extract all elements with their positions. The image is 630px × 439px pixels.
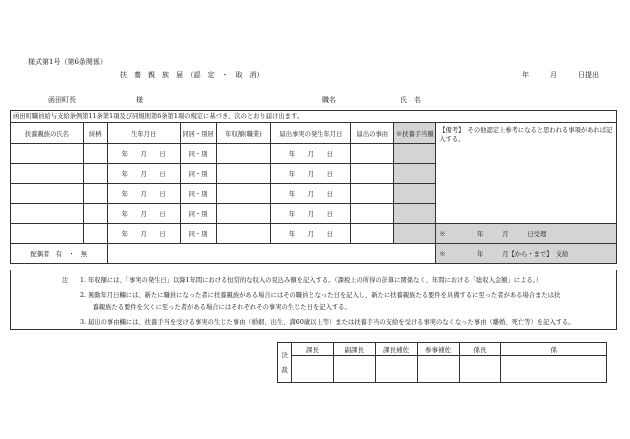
approval-col-subsection-chief: 係長 [459,343,501,356]
event-date-cell[interactable]: 年 月 日 [271,204,351,224]
honorific: 様 [136,96,143,104]
birthdate-cell[interactable]: 年 月 日 [107,164,180,184]
event-date-cell[interactable]: 年 月 日 [271,164,351,184]
birthdate-cell[interactable]: 年 月 日 [107,184,180,204]
approval-col-deputy-chief: 副課長 [333,343,375,356]
approval-col-assistant-chief: 課長補佐 [375,343,417,356]
col-cohabitation: 同居・別居 [180,123,216,144]
dependents-table [10,122,617,264]
spouse-status[interactable]: 配偶者 有 ・ 無 [11,244,108,264]
cohab-cell[interactable]: 同・別 [180,204,216,224]
event-date-cell[interactable]: 年 月 日 [271,184,351,204]
col-allowance: ※扶養手当額 [394,123,436,144]
event-date-cell[interactable]: 年 月 日 [271,224,351,244]
event-date-cell[interactable]: 年 月 日 [271,144,351,164]
form-title: 扶 養 親 族 届 （認 定 ・ 取 消） [120,71,264,79]
approval-label: 決 裁 [278,343,292,383]
col-birthdate: 生年月日 [107,123,180,144]
stamp-cell[interactable] [459,356,501,383]
name-label: 氏 名 [400,96,421,104]
birthdate-cell[interactable]: 年 月 日 [107,224,180,244]
note-1: 1. 年収額には、「事実の発生日」以降1年間における恒常的な収入の見込み額を記入する。（課税上の所得の計算に関係なく、年間における「総収入金額」による。） [80,277,543,284]
stamp-cell[interactable] [417,356,459,383]
col-relation: 続柄 [83,123,107,144]
col-event-date: 届出事実の発生年月日 [271,123,351,144]
stamp-cell[interactable] [291,356,333,383]
stamp-cell[interactable] [333,356,375,383]
form-number: 様式第1号（第6条関係） [28,58,107,66]
col-reason: 届出の事由 [351,123,394,144]
birthdate-cell[interactable]: 年 月 日 [107,204,180,224]
submission-date: 年 月 日提出 [522,71,599,79]
birthdate-cell[interactable]: 年 月 日 [107,144,180,164]
received-date[interactable]: ※ 年 月 日受理 [436,224,617,244]
payment-period[interactable]: ※ 年 月【から・まで】 支給 [436,244,617,264]
note-2-cont: 養親族たる要件を欠くに至った者がある場合にはそれぞれその事実の生じた日を記入する。 [80,304,351,311]
cohab-cell[interactable]: 同・別 [180,164,216,184]
col-name: 扶養親族の氏名 [11,123,84,144]
approval-col-section-chief: 課長 [291,343,333,356]
approval-box [277,342,607,383]
table-row [11,224,617,244]
approval-col-councilor-assistant: 参事補佐 [417,343,459,356]
remarks-cell: 【備考】 その他認定上参考になると思われる事項があれば記入する。 [436,123,617,224]
cohab-cell[interactable]: 同・別 [180,144,216,164]
approval-col-staff: 係 [501,343,607,356]
notes-label: 注 [62,277,69,284]
position-label: 職名 [322,96,336,104]
note-2: 2. 異動年月日欄には、新たに職員になった者に扶養親族がある場合にはその職員となった日を記入し、新たに扶養親族たる要件を具備するに至った者がある場合または扶 [80,292,561,299]
col-income: 年収額(職業) [216,123,271,144]
intro-text: 函田町職員給与支給条例第11条第1項及び同規則第6条第1項の規定に基づき、次のとおり届け出ます。 [13,113,304,120]
stamp-cell[interactable] [375,356,417,383]
addressee: 函田町長 [48,96,76,104]
cohab-cell[interactable]: 同・別 [180,184,216,204]
cohab-cell[interactable]: 同・別 [180,224,216,244]
stamp-cell[interactable] [501,356,607,383]
intro-box [10,110,617,122]
note-3: 3. 届出の事由欄には、扶養手当を受ける事実の生じた事由（婚姻、出生、満60歳以上等）または扶養手当の支給を受ける事実のなくなった事由（離婚、死亡等）を記入する。 [80,319,575,326]
